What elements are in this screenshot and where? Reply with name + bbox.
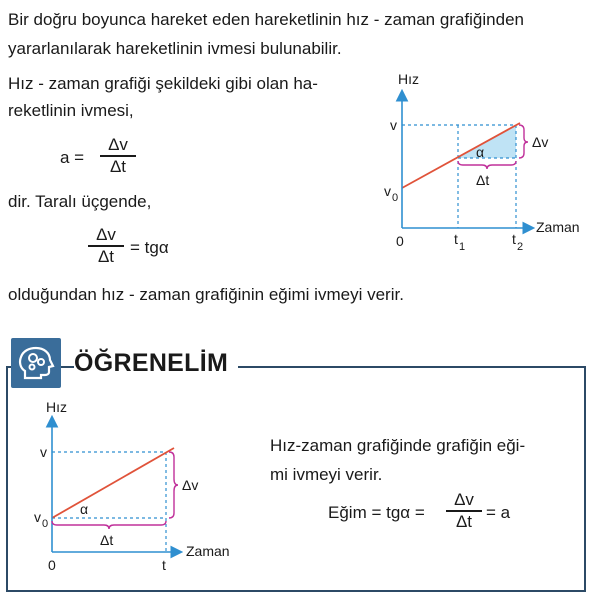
graph2-dt-label: Δt [100, 532, 114, 548]
slope-equation-right: = a [486, 503, 511, 522]
graph2-origin: 0 [48, 557, 56, 573]
graph1-v-label: v [390, 117, 397, 133]
slope-fraction [446, 490, 482, 532]
section-title: ÖĞRENELİM [74, 347, 238, 379]
graph1-dv-label: Δv [532, 134, 549, 150]
velocity-line [52, 448, 174, 518]
fraction-denominator: Δt [97, 246, 115, 266]
graph1-t1-label: t [454, 231, 458, 247]
graph1-v0-subscript: 0 [392, 192, 399, 204]
graph1-t1-subscript: 1 [459, 241, 466, 253]
graph1-v0-label: v [384, 183, 391, 199]
graph2-v0-subscript: 0 [42, 518, 49, 530]
graph2-xlabel: Zaman [186, 543, 230, 559]
fraction-denominator: Δt [109, 156, 127, 176]
section-desc-line-2: mi ivmeyi verir. [270, 465, 383, 484]
fraction-numerator: Δv [96, 225, 116, 244]
graph1-dt-label: Δt [476, 172, 490, 188]
acceleration-fraction [100, 135, 136, 177]
graph2-dv-label: Δv [182, 477, 199, 493]
fraction-numerator: Δv [108, 135, 128, 154]
tangent-fraction [88, 225, 124, 267]
fraction-denominator: Δt [455, 511, 473, 531]
velocity-time-graph-2 [30, 398, 250, 578]
intro-line-4: reketlinin ivmesi, [8, 101, 134, 120]
brain-gear-icon [11, 338, 61, 388]
graph2-alpha: α [80, 501, 89, 517]
graph1-t2-subscript: 2 [517, 241, 524, 253]
graph2-v0-label: v [34, 509, 41, 525]
dv-brace [169, 452, 178, 518]
dv-brace [519, 125, 528, 158]
intro-line-1: Bir doğru boyunca hareket eden hareketlinin hız - zaman grafiğinden [8, 10, 524, 29]
intro-line-3: Hız - zaman grafiği şekildeki gibi olan ha- [8, 74, 318, 93]
tangent-rhs: = tgα [130, 238, 169, 257]
graph1-t2-label: t [512, 231, 516, 247]
slope-equation-left: Eğim = tgα = [328, 503, 425, 522]
graph2-t-label: t [162, 557, 166, 573]
acceleration-lhs: a = [60, 148, 85, 167]
graph1-ylabel: Hız [398, 71, 419, 87]
intro-line-5: dir. Taralı üçgende, [8, 192, 152, 211]
fraction-numerator: Δv [454, 490, 474, 509]
graph1-xlabel: Zaman [536, 219, 580, 235]
dt-brace [458, 161, 516, 169]
graph2-v-label: v [40, 444, 47, 460]
intro-line-2: yararlanılarak hareketlinin ivmesi bulunabilir. [8, 39, 342, 58]
graph2-ylabel: Hız [46, 399, 67, 415]
section-desc-line-1: Hız-zaman grafiğinde grafiğin eği- [270, 436, 526, 455]
graph1-alpha: α [476, 144, 485, 160]
dt-brace [52, 521, 166, 529]
graph1-origin: 0 [396, 233, 404, 249]
intro-line-6: olduğundan hız - zaman grafiğinin eğimi ivmeyi verir. [8, 285, 404, 304]
velocity-time-graph-1 [370, 70, 596, 260]
